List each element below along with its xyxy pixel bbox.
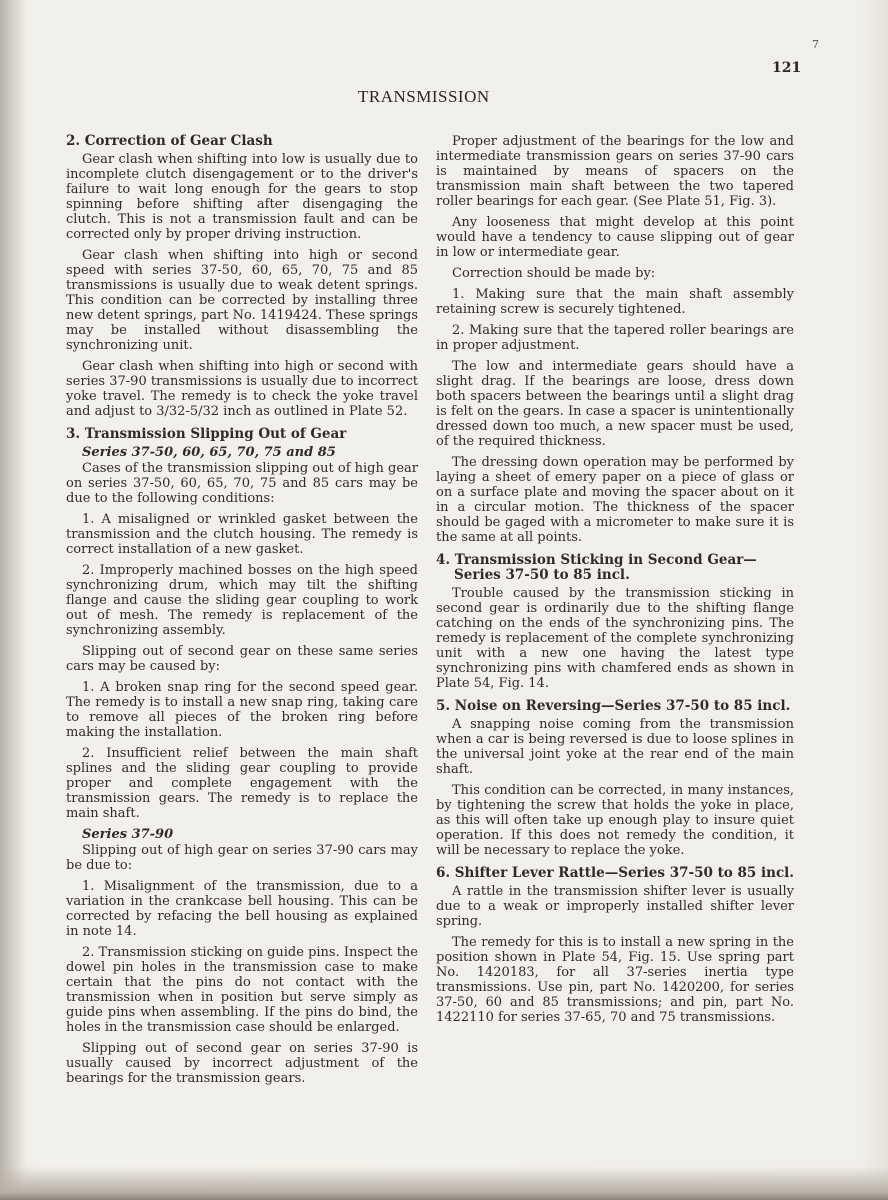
paragraph: 2. Transmission sticking on guide pins. Inspect the dowel pin holes in the transmission case to make certain that the pins do not contact with the transmission when in position but serve simply as guide pins when assembling. If the pins do bind, the holes in the transmission case should be enlarged. xyxy=(66,945,418,1035)
paragraph: This condition can be corrected, in many instances, by tightening the screw that holds the yoke in place, as this will often take up enough play to insure quiet operation. If this does not remedy the condition, it will be necessary to replace the yoke. xyxy=(436,783,794,858)
paragraph: Slipping out of second gear on these same series cars may be caused by: xyxy=(66,644,418,674)
paragraph: 2. Insufficient relief between the main shaft splines and the sliding gear coupling to provide proper and complete engagement with the transmission gears. The remedy is to replace the main shaft. xyxy=(66,746,418,821)
paragraph: Trouble caused by the transmission sticking in second gear is ordinarily due to the shifting flange catching on the ends of the synchronizing pins. The remedy is replacement of the complete synchronizing unit with a new one having the latest type synchronizing pins with chamfered ends as shown in Plate 54, Fig. 14. xyxy=(436,586,794,691)
paragraph: 1. A broken snap ring for the second speed gear. The remedy is to install a new snap ring, taking care to remove all pieces of the broken ring before making the installation. xyxy=(66,680,418,740)
paragraph: Any looseness that might develop at this point would have a tendency to cause slipping out of gear in low or intermediate gear. xyxy=(436,215,794,260)
section-2-heading: 2. Correction of Gear Clash xyxy=(66,133,273,149)
binding-fold xyxy=(0,0,26,1200)
page-number: 121 xyxy=(772,60,802,76)
paragraph: A rattle in the transmission shifter lever is usually due to a weak or improperly installed shifter lever spring. xyxy=(436,884,794,929)
corner-mark: 7 xyxy=(812,38,819,51)
paragraph: 2. Making sure that the tapered roller bearings are in proper adjustment. xyxy=(436,323,794,353)
section-3-heading: 3. Transmission Slipping Out of Gear xyxy=(66,426,347,442)
page-bottom-edge xyxy=(0,1166,888,1200)
paragraph: The remedy for this is to install a new spring in the position shown in Plate 54, Fig. 15. Use spring part No. 1420183, for all 37-series inertia type transmissions. Use pin, part No. 1420200, for series 37-50, 60 and 85 transmissions; and pin, part No. 1422110 for series 37-65, 70 and 75 transmissions. xyxy=(436,935,794,1025)
paragraph: 2. Improperly machined bosses on the high speed synchronizing drum, which may tilt the shifting flange and cause the sliding gear coupling to work out of mesh. The remedy is replacement of the synchronizing assembly. xyxy=(66,563,418,638)
section-6-heading: 6. Shifter Lever Rattle—Series 37-50 to 85 incl. xyxy=(436,865,794,881)
paragraph: The low and intermediate gears should have a slight drag. If the bearings are loose, dress down both spacers between the bearings until a slight drag is felt on the gears. In case a spacer is unintentionally dressed down too much, a new spacer must be used, of the required thickness. xyxy=(436,359,794,449)
paragraph: The dressing down operation may be performed by laying a sheet of emery paper on a piece of glass or on a surface plate and moving the spacer about on it in a circular motion. The thickness of the spacer should be gaged with a micrometer to make sure it is the same at all points. xyxy=(436,455,794,545)
paragraph: Cases of the transmission slipping out of high gear on series 37-50, 60, 65, 70, 75 and 85 cars may be due to the following conditions: xyxy=(66,461,418,506)
paragraph: Proper adjustment of the bearings for the low and intermediate transmission gears on series 37-90 cars is maintained by means of spacers on the transmission main shaft between the two tapered roller bearings for each gear. (See Plate 51, Fig. 3). xyxy=(436,134,794,209)
paragraph: Gear clash when shifting into low is usually due to incomplete clutch disengagement or to the driver's failure to wait long enough for the gears to stop spinning before shifting after disengaging the clutch. This is not a transmission fault and can be corrected only by proper driving instruction. xyxy=(66,152,418,242)
right-column xyxy=(436,134,794,1031)
left-column xyxy=(66,130,418,1092)
subheading-series: Series 37-50, 60, 65, 70, 75 and 85 xyxy=(82,445,336,460)
paragraph: Gear clash when shifting into high or second speed with series 37-50, 60, 65, 70, 75 and 85 transmissions is usually due to weak detent springs. This condition can be corrected by installing three new detent springs, part No. 1419424. These springs may be installed without disassembling the synchronizing unit. xyxy=(66,248,418,353)
section-5-heading: 5. Noise on Reversing—Series 37-50 to 85 incl. xyxy=(436,698,791,714)
paragraph: 1. Making sure that the main shaft assembly retaining screw is securely tightened. xyxy=(436,287,794,317)
paragraph: 1. A misaligned or wrinkled gasket between the transmission and the clutch housing. The remedy is correct installation of a new gasket. xyxy=(66,512,418,557)
paragraph: 1. Misalignment of the transmission, due to a variation in the crankcase bell housing. This can be corrected by refacing the bell housing as explained in note 14. xyxy=(66,879,418,939)
subheading-series-37-90: Series 37-90 xyxy=(82,827,174,842)
paragraph: Gear clash when shifting into high or second with series 37-90 transmissions is usually due to incorrect yoke travel. The remedy is to check the yoke travel and adjust to 3/32-5/32 inch as outlined in Plate 52. xyxy=(66,359,418,419)
section-4-heading: 4. Transmission Sticking in Second Gear—Series 37-50 to 85 incl. xyxy=(436,552,757,583)
paragraph: Slipping out of second gear on series 37-90 is usually caused by incorrect adjustment of the bearings for the transmission gears. xyxy=(66,1041,418,1086)
paragraph: Correction should be made by: xyxy=(452,266,656,281)
paragraph: Slipping out of high gear on series 37-90 cars may be due to: xyxy=(66,843,418,873)
running-head: TRANSMISSION xyxy=(358,87,490,106)
paragraph: A snapping noise coming from the transmission when a car is being reversed is due to loose splines in the universal joint yoke at the rear end of the main shaft. xyxy=(436,717,794,777)
